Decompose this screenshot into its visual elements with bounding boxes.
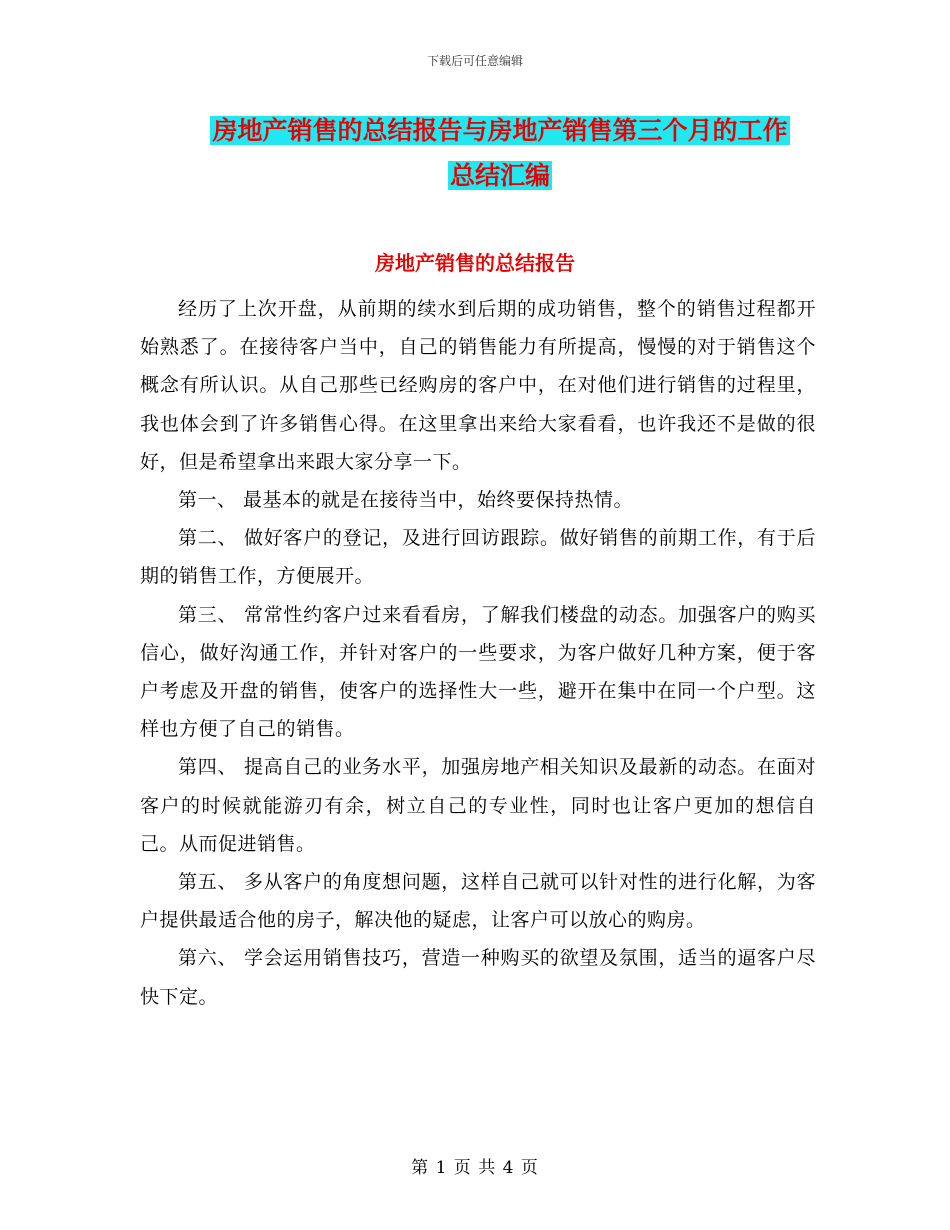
paragraph-intro: 经历了上次开盘，从前期的续水到后期的成功销售，整个的销售过程都开始熟悉了。在接待客户当中，自己的销售能力有所提高，慢慢的对于销售这个概念有所认识。从自己那些已经购房的客户中，在对他们进行销售的过程里，我也体会到了许多销售心得。在这里拿出来给大家看看，也许我还不是做的很好，但是希望拿出来跟大家分享一下。: [140, 298, 816, 473]
document-title-line-1: 房地产销售的总结报告与房地产销售第三个月的工作: [212, 116, 788, 145]
page-header: 下载后可任意编辑: [426, 54, 523, 68]
document-title: [150, 108, 850, 198]
paragraph-point-6: 第六、 学会运用销售技巧，营造一种购买的欲望及氛围，适当的逼客户尽快下定。: [140, 947, 816, 1008]
section-title: 房地产销售的总结报告: [375, 251, 575, 275]
paragraph-point-4: 第四、 提高自己的业务水平，加强房地产相关知识及最新的动态。在面对客户的时候就能游刃有余，树立自己的专业性，同时也让客户更加的想信自己。从而促进销售。: [140, 756, 816, 855]
paragraph-point-3: 第三、 常常性约客户过来看看房，了解我们楼盘的动态。加强客户的购买信心，做好沟通工作，并针对客户的一些要求，为客户做好几种方案，便于客户考虑及开盘的销售，使客户的选择性大一些，避开在集中在同一个户型。这样也方便了自己的销售。: [140, 603, 816, 741]
document-title-line-2: 总结汇编: [449, 161, 550, 190]
paragraph-point-2: 第二、 做好客户的登记，及进行回访跟踪。做好销售的前期工作，有于后期的销售工作，方便展开。: [140, 527, 816, 588]
body-text: [140, 290, 816, 1016]
paragraph-point-1: 第一、 最基本的就是在接待当中，始终要保持热情。: [178, 489, 634, 512]
paragraph-point-5: 第五、 多从客户的角度想问题，这样自己就可以针对性的进行化解，为客户提供最适合他的房子，解决他的疑虑，让客户可以放心的购房。: [140, 871, 816, 932]
page-footer: 第 1 页 共 4 页: [411, 1158, 539, 1178]
